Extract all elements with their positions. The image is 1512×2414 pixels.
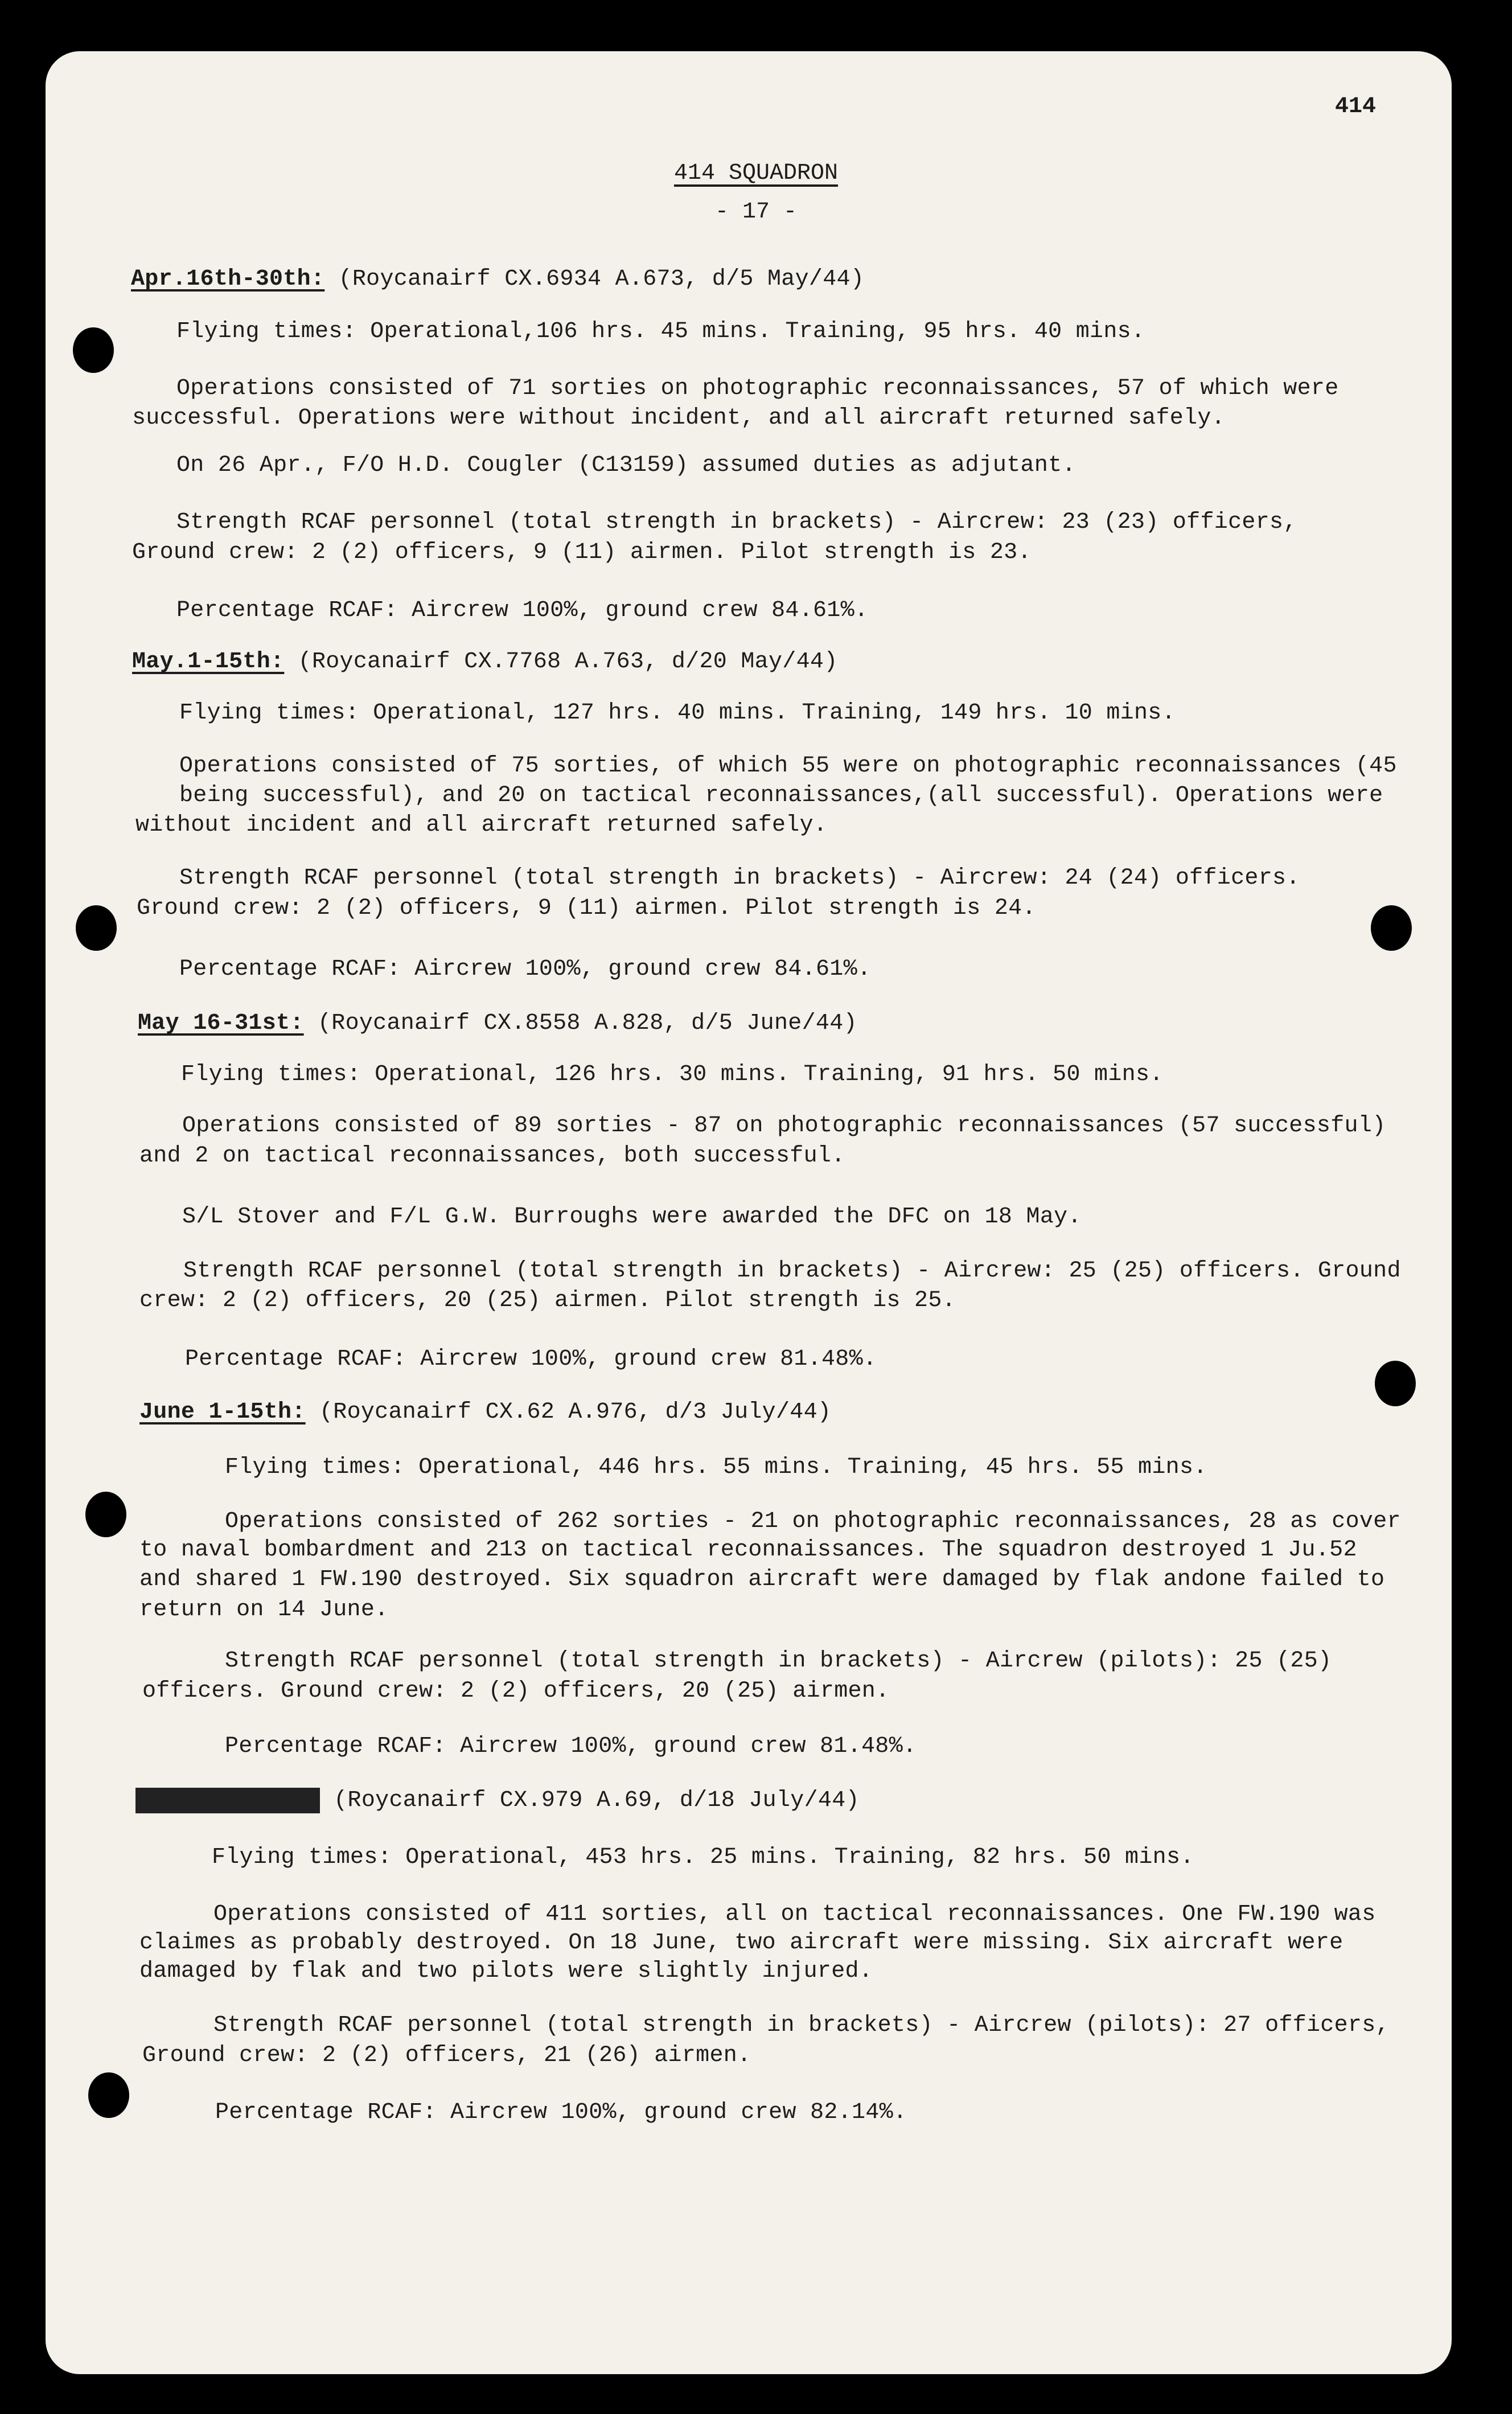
section-reference: (Roycanairf CX.979 A.69, d/18 July/44)	[319, 1788, 860, 1813]
punch-hole	[1371, 905, 1412, 951]
section-date: May.1-15th:	[132, 649, 285, 675]
section-heading	[132, 649, 838, 675]
section-reference: (Roycanairf CX.62 A.976, d/3 July/44)	[305, 1399, 832, 1425]
percentage-line: Percentage RCAF: Aircrew 100%, ground crew 82.14%.	[215, 2100, 907, 2125]
punch-hole	[1375, 1361, 1416, 1406]
operations-line: return on 14 June.	[139, 1597, 389, 1623]
operations-line: being successful), and 20 on tactical reconnaissances,(all successful). Operations were	[179, 783, 1383, 808]
note-line: S/L Stover and F/L G.W. Burroughs were awarded the DFC on 18 May.	[182, 1204, 1082, 1230]
strength-line: Ground crew: 2 (2) officers, 21 (26) airmen.	[142, 2043, 751, 2068]
strength-line: Strength RCAF personnel (total strength in brackets) - Aircrew: 24 (24) officers.	[179, 865, 1300, 891]
section-date: May 16-31st:	[138, 1011, 304, 1036]
percentage-line: Percentage RCAF: Aircrew 100%, ground crew 84.61%.	[176, 598, 869, 623]
operations-line: to naval bombardment and 213 on tactical reconnaissances. The squadron destroyed 1 Ju.52	[139, 1537, 1357, 1563]
punch-hole	[85, 1492, 126, 1537]
operations-line: Operations consisted of 75 sorties, of which 55 were on photographic reconnaissances (45	[179, 753, 1397, 779]
document-title	[0, 161, 1512, 186]
page-subnumber: - 17 -	[714, 199, 798, 225]
operations-line: Operations consisted of 71 sorties on photographic reconnaissances, 57 of which were	[176, 376, 1339, 401]
operations-line: damaged by flak and two pilots were slightly injured.	[139, 1959, 873, 1984]
operations-line: Operations consisted of 411 sorties, all on tactical reconnaissances. One FW.190 was	[213, 1902, 1376, 1927]
strength-line: Ground crew: 2 (2) officers, 9 (11) airmen. Pilot strength is 23.	[132, 540, 1032, 565]
strength-line: Strength RCAF personnel (total strength in brackets) - Aircrew: 25 (25) officers. Ground	[183, 1258, 1401, 1284]
punch-hole	[88, 2072, 129, 2118]
flying-times: Flying times: Operational, 127 hrs. 40 mins. Training, 149 hrs. 10 mins.	[179, 700, 1176, 726]
punch-hole	[76, 905, 117, 951]
title-text: 414 SQUADRON	[673, 161, 839, 186]
operations-line: without incident and all aircraft returned safely.	[135, 812, 828, 838]
section-date: June 1-15th:	[139, 1399, 306, 1425]
strength-line: officers. Ground crew: 2 (2) officers, 20 (25) airmen.	[142, 1678, 890, 1704]
section-heading	[135, 1788, 860, 1813]
section-reference: (Roycanairf CX.7768 A.763, d/20 May/44)	[284, 649, 838, 675]
flying-times: Flying times: Operational,106 hrs. 45 mins. Training, 95 hrs. 40 mins.	[176, 319, 1145, 344]
strength-line: Strength RCAF personnel (total strength in brackets) - Aircrew: 23 (23) officers,	[176, 510, 1297, 535]
flying-times: Flying times: Operational, 446 hrs. 55 mins. Training, 45 hrs. 55 mins.	[225, 1455, 1207, 1480]
section-heading	[131, 266, 864, 292]
operations-line: claimes as probably destroyed. On 18 June, two aircraft were missing. Six aircraft were	[139, 1930, 1343, 1956]
operations-line: Operations consisted of 89 sorties - 87 on photographic reconnaissances (57 successful)	[182, 1113, 1386, 1139]
section-date: Apr.16th-30th:	[131, 266, 325, 292]
operations-line: and shared 1 FW.190 destroyed. Six squadron aircraft were damaged by flak andone failed to	[139, 1567, 1385, 1592]
section-heading	[139, 1399, 831, 1425]
page-number: 414	[1335, 94, 1377, 120]
note-line: On 26 Apr., F/O H.D. Cougler (C13159) assumed duties as adjutant.	[176, 453, 1076, 478]
percentage-line: Percentage RCAF: Aircrew 100%, ground crew 84.61%.	[179, 956, 872, 982]
operations-line: and 2 on tactical reconnaissances, both successful.	[139, 1143, 845, 1169]
strength-line: Strength RCAF personnel (total strength in brackets) - Aircrew (pilots): 25 (25)	[225, 1648, 1332, 1674]
strength-line: Ground crew: 2 (2) officers, 9 (11) airmen. Pilot strength is 24.	[137, 896, 1036, 921]
section-heading	[138, 1011, 857, 1036]
flying-times: Flying times: Operational, 126 hrs. 30 mins. Training, 91 hrs. 50 mins.	[181, 1062, 1164, 1087]
percentage-line: Percentage RCAF: Aircrew 100%, ground crew 81.48%.	[225, 1734, 917, 1759]
strength-line: Strength RCAF personnel (total strength in brackets) - Aircrew (pilots): 27 officers,	[213, 2013, 1390, 2038]
operations-line: Operations consisted of 262 sorties - 21 on photographic reconnaissances, 28 as cover	[225, 1509, 1401, 1534]
section-reference: (Roycanairf CX.8558 A.828, d/5 June/44)	[303, 1011, 857, 1036]
operations-line: successful. Operations were without incident, and all aircraft returned safely.	[132, 405, 1226, 431]
flying-times: Flying times: Operational, 453 hrs. 25 mins. Training, 82 hrs. 50 mins.	[212, 1845, 1194, 1870]
section-date: June 16-30th:	[135, 1788, 320, 1813]
strength-line: crew: 2 (2) officers, 20 (25) airmen. Pilot strength is 25.	[139, 1288, 956, 1313]
percentage-line: Percentage RCAF: Aircrew 100%, ground crew 81.48%.	[185, 1346, 877, 1372]
punch-hole	[73, 327, 114, 373]
section-reference: (Roycanairf CX.6934 A.673, d/5 May/44)	[324, 266, 865, 292]
